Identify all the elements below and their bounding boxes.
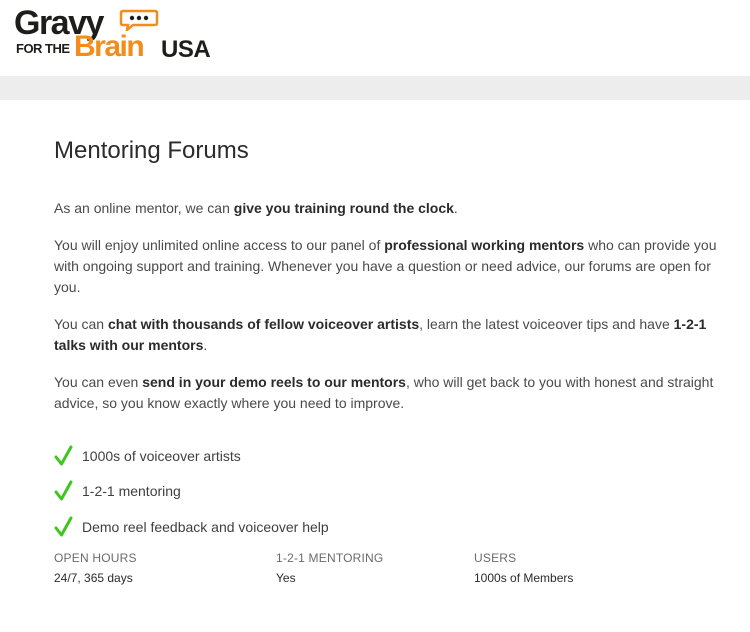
stat-value: 24/7, 365 days <box>54 571 133 585</box>
checkmark-icon <box>54 479 82 503</box>
logo-word-gravy: Gravy <box>14 4 103 42</box>
stat-label: 1-2-1 MENTORING <box>276 551 384 565</box>
stat-label: USERS <box>474 551 517 565</box>
site-header <box>0 0 750 76</box>
list-item <box>54 474 734 510</box>
list-item <box>54 438 734 474</box>
stat-label: OPEN HOURS <box>54 551 137 565</box>
logo-word-usa: USA <box>161 36 211 63</box>
main-content <box>54 100 734 545</box>
header-divider-bar <box>0 76 750 100</box>
stats-row <box>54 550 734 590</box>
stat-mentoring <box>276 550 383 586</box>
checklist-label: Demo reel feedback and voiceover help <box>82 518 329 535</box>
demo-reels-paragraph: You can even send in your demo reels to our mentors, who will get back to you with honest and straight advice, so you know exactly where you need to improve. <box>54 374 714 411</box>
checkmark-icon <box>54 515 82 539</box>
logo-word-for-the: FOR THE <box>16 41 70 56</box>
stat-value: 1000s of Members <box>474 571 574 585</box>
gravy-for-the-brain-logo[interactable] <box>14 4 214 68</box>
access-paragraph: You will enjoy unlimited online access to our panel of professional working mentors who can provide you with ongoing support and training. Whenever you have a question or need advice, our forums are open for you. <box>54 237 717 295</box>
list-item <box>54 509 734 545</box>
stat-users <box>474 550 573 586</box>
chat-paragraph: You can chat with thousands of fellow voiceover artists, learn the latest voiceover tips and have 1-2-1 talks with our mentors. <box>54 316 707 353</box>
feature-checklist <box>54 438 734 545</box>
page-title: Mentoring Forums <box>54 137 249 164</box>
checklist-label: 1000s of voiceover artists <box>82 447 241 464</box>
stat-open-hours <box>54 550 137 586</box>
logo-word-brain: Brain <box>74 30 144 63</box>
intro-paragraph: As an online mentor, we can give you training round the clock. <box>54 200 458 216</box>
checkmark-icon <box>54 444 82 468</box>
speech-bubble-icon <box>119 9 159 31</box>
checklist-label: 1-2-1 mentoring <box>82 483 181 500</box>
stat-value: Yes <box>276 571 296 585</box>
